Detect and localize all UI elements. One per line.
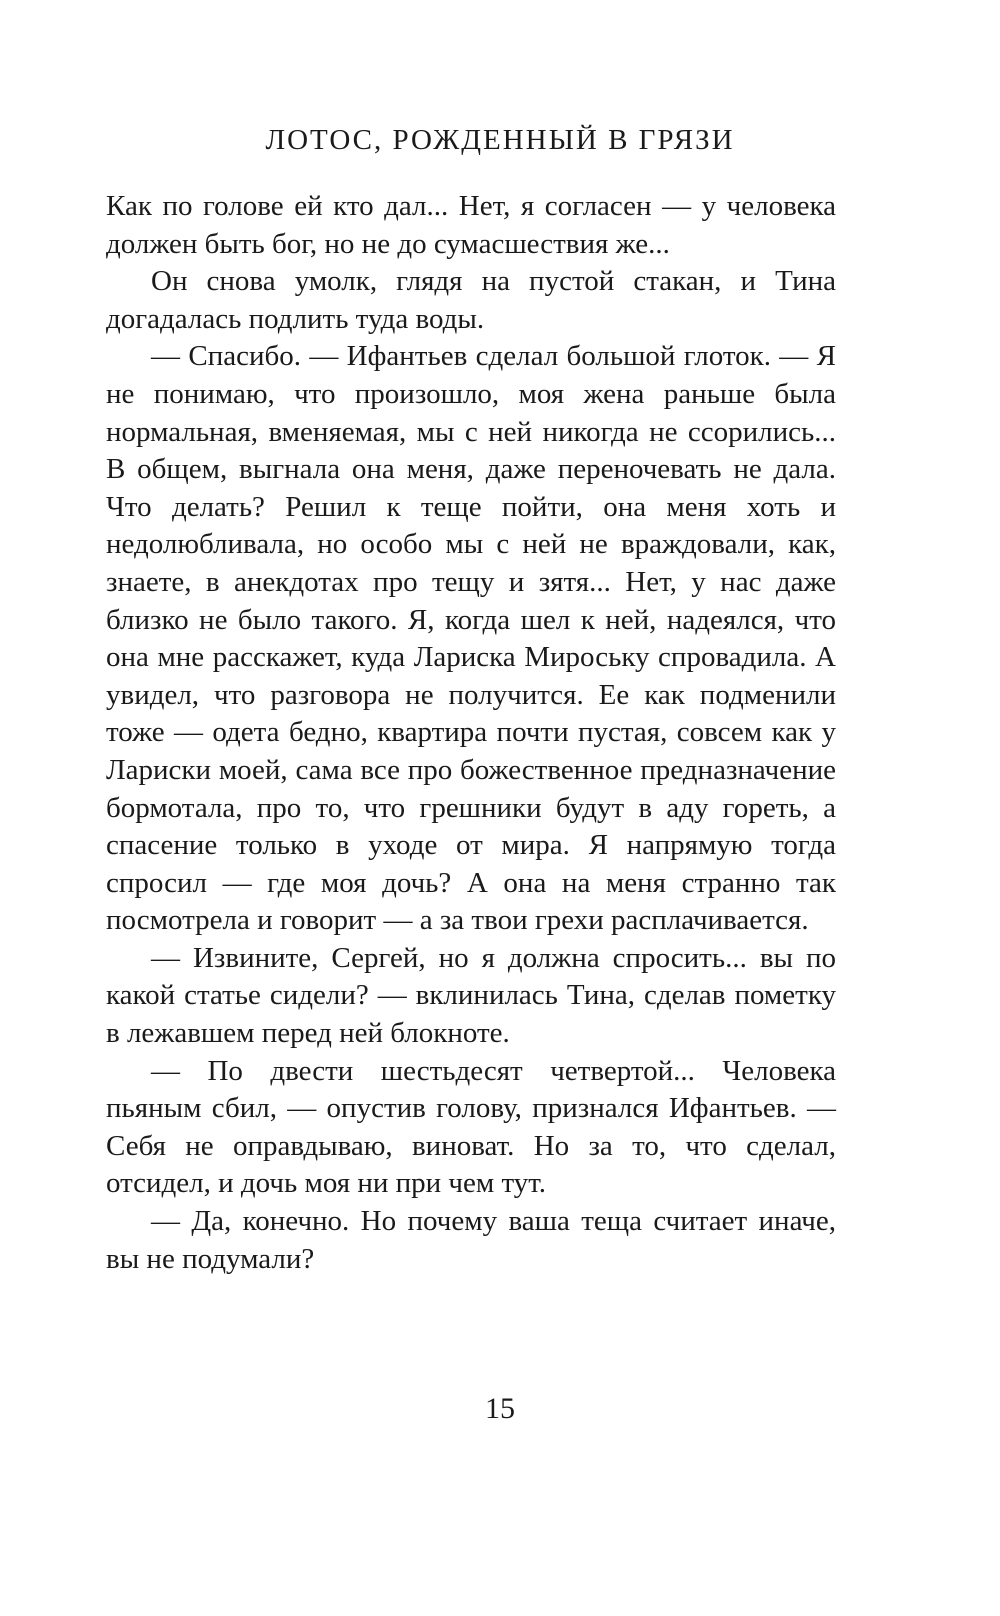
paragraph-2: Он снова умолк, глядя на пустой стакан, и Тина догадалась подлить туда воды. — [106, 265, 836, 335]
paragraph-1: Как по голове ей кто дал... Нет, я согласен — у человека должен быть бог, но не до сумасшествия же... — [106, 190, 836, 260]
page-number: 15 — [485, 1392, 515, 1425]
paragraph-4: — Извините, Сергей, но я должна спросить... вы по какой статье сидели? — вклинилась Тина, сделав пометку в лежавшем перед ней блокноте. — [106, 941, 836, 1050]
paragraph-3: — Спасибо. — Ифантьев сделал большой глоток. — Я не понимаю, что произошло, моя жена раньше была нормальная, вменяемая, мы с ней никогда не ссорились... В общем, выгнала она меня, даже переночевать не дала. Что делать? Решил к теще пойти, она меня хоть и недолюбливала, но особо мы с ней не враждовали, как, знаете, в анекдотах про тещу и зятя... Нет, у нас даже близко не было такого. Я, когда шел к ней, надеялся, что она мне расскажет, куда Лариска Мироську спровадила. А увидел, что разговора не получится. Ее как подменили тоже — одета бедно, квартира почти пустая, совсем как у Лариски моей, сама все про божественное предназначение бормотала, про то, что грешники будут в аду гореть, а спасение только в уходе от мира. Я напрямую тогда спросил — где моя дочь? А она на меня странно так посмотрела и говорит — а за твои грехи расплачивается. — [106, 340, 836, 937]
paragraph-5: — По двести шестьдесят четвертой... Человека пьяным сбил, — опустив голову, признался Ифантьев. — Себя не оправдываю, виноват. Но за то, что сделал, отсидел, и дочь моя ни при чем тут. — [106, 1054, 836, 1200]
page-body — [106, 188, 836, 1278]
paragraph-6: — Да, конечно. Но почему ваша теща считает иначе, вы не подумали? — [106, 1205, 836, 1275]
running-title: ЛОТОС, РОЖДЕННЫЙ В ГРЯЗИ — [265, 124, 735, 156]
